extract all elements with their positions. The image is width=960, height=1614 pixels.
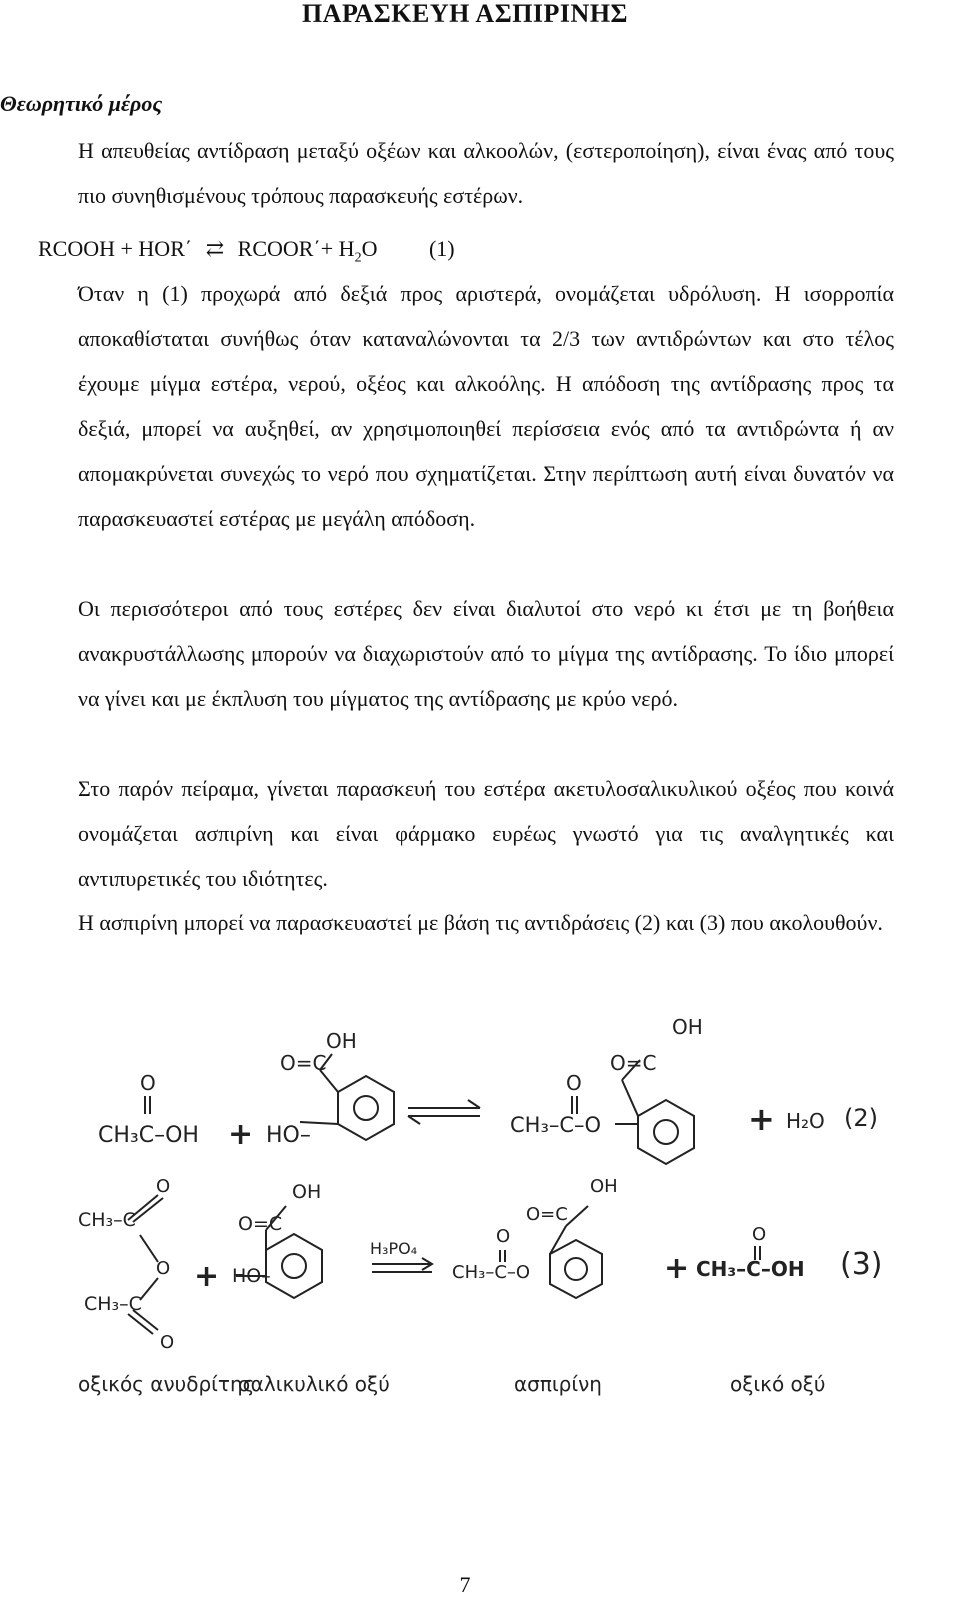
label-acetic-acid: οξικό οξύ	[730, 1372, 826, 1396]
reaction-number-2: (2)	[844, 1104, 878, 1132]
acetic-acid-formula: CH₃C–OH	[98, 1123, 199, 1148]
anhydride-ch3-bottom: CH₃–C	[84, 1293, 142, 1315]
equation-arrow: ⇄	[205, 236, 225, 261]
equation-subscript: 2	[354, 250, 362, 266]
reaction-scheme-diagram	[70, 1010, 900, 1410]
benzene-ring-aspirin	[638, 1100, 694, 1164]
carboxyl-oc-2: O=C	[238, 1213, 283, 1235]
page-title: ΠΑΡΑΣΚΕΥΗ ΑΣΠΙΡΙΝΗΣ	[301, 0, 629, 28]
carboxyl-oh-aspirin-2: OH	[590, 1176, 618, 1197]
plus-sign-3: +	[194, 1259, 220, 1294]
plus-sign-2: +	[748, 1100, 775, 1138]
water-formula: H₂O	[786, 1109, 825, 1133]
equation-number: (1)	[428, 236, 455, 261]
aromatic-circle-2	[654, 1120, 678, 1144]
aromatic-circle	[354, 1096, 378, 1120]
paragraph-esters	[38, 586, 894, 721]
hydroxy-group-2: HO–	[232, 1265, 271, 1287]
paragraph-reactions	[38, 900, 894, 945]
aspirin-ester-group-2: CH₃–C–O	[452, 1262, 531, 1283]
paragraph-intro-text: Η απευθείας αντίδραση μεταξύ οξέων και αλκοολών, (εστεροποίηση), είναι ένας από τους πιο συνηθισμένους τρόπους παρασκευής εστέρων.	[78, 138, 894, 208]
atom-O: O	[140, 1071, 156, 1095]
atom-O-ester-2: O	[496, 1226, 511, 1247]
hydroxy-group: HO–	[266, 1123, 311, 1148]
atom-O-ester: O	[566, 1071, 582, 1095]
carboxyl-oc-aspirin: O=C	[610, 1051, 657, 1075]
paragraph-hydrolysis	[38, 271, 894, 541]
paragraph-esters-text: Οι περισσότεροι από τους εστέρες δεν είναι διαλυτοί στο νερό κι έτσι με τη βοήθεια ανακρυστάλλωσης μπορούν να διαχωριστούν από το μίγμα της αντίδρασης. Το ίδιο μπορεί να γίνει και με έκπλυση του μίγματος της αντίδρασης με κρύο νερό.	[78, 596, 894, 711]
aspirin-ester-group: CH₃–C–O	[510, 1113, 602, 1137]
label-aspirin: ασπιρίνη	[514, 1372, 602, 1396]
benzene-ring-aspirin-2	[550, 1240, 602, 1298]
label-acetic-anhydride: οξικός ανυδρίτης	[78, 1372, 255, 1396]
reaction-number-3: (3)	[840, 1247, 883, 1282]
anhydride-ch3-top: CH₃–C	[78, 1209, 136, 1231]
equation-right-suffix: O	[361, 236, 378, 261]
paragraph-reactions-text: Η ασπιρίνη μπορεί να παρασκευαστεί με βάση τις αντιδράσεις (2) και (3) που ακολουθούν.	[78, 910, 883, 935]
paragraph-hydrolysis-text: Όταν η (1) προχωρά από δεξιά προς αριστερά, ονομάζεται υδρόλυση. Η ισορροπία αποκαθίσταται συνήθως όταν καταναλώνονται τα 2/3 των αντιδρώντων και στο τέλος έχουμε μίγμα εστέρα, νερού, οξέος και αλκοόλης. Η απόδοση της αντίδρασης προς τα δεξιά, μπορεί να αυξηθεί, αν χρησιμοποιηθεί περίσσεια ενός από τα αντιδρώντα ή αν απομακρύνεται συνεχώς το νερό που σχηματίζεται. Στην περίπτωση αυτή είναι δυνατόν να παρασκευαστεί εστέρας με μεγάλη απόδοση.	[78, 281, 894, 531]
carboxyl-oc: O=C	[280, 1051, 327, 1075]
benzene-ring-salicylic-acid-2	[266, 1234, 322, 1298]
carboxyl-oh: OH	[326, 1029, 357, 1053]
acetic-acid-formula-2: CH₃–C–OH	[696, 1257, 805, 1281]
compound-labels	[78, 1372, 838, 1402]
atom-O-acetic: O	[752, 1224, 767, 1245]
paragraph-experiment-text: Στο παρόν πείραμα, γίνεται παρασκευή του εστέρα ακετυλοσαλικυλικού οξέος που κοινά ονομάζεται ασπιρίνη και είναι φάρμακο ευρέως γνωστό για τις αναλγητικές και αντιπυρετικές του ιδιότητες.	[78, 776, 894, 891]
aromatic-circle-4	[565, 1258, 587, 1280]
catalyst-label: H₃PO₄	[370, 1239, 418, 1258]
benzene-ring-salicylic-acid	[338, 1076, 394, 1140]
plus-sign: +	[228, 1117, 254, 1152]
anhydride-O-bridge: O	[156, 1258, 171, 1279]
page-number: 7	[459, 1572, 471, 1597]
paragraph-experiment	[38, 766, 894, 901]
plus-sign-4: +	[664, 1251, 690, 1286]
anhydride-O-top: O	[156, 1176, 171, 1197]
carboxyl-oh-aspirin: OH	[672, 1015, 703, 1039]
equation-right: RCOOR΄+ H	[237, 236, 355, 261]
carboxyl-oc-aspirin-2: O=C	[526, 1204, 568, 1225]
section-heading: Θεωρητικό μέρος	[0, 91, 163, 116]
paragraph-intro	[38, 128, 894, 218]
aromatic-circle-3	[282, 1254, 306, 1278]
equation-left: RCOOH + HOR΄	[38, 236, 193, 261]
label-salicylic-acid: σαλικυλικό οξύ	[238, 1372, 390, 1396]
carboxyl-oh-2: OH	[292, 1181, 322, 1203]
anhydride-O-bottom: O	[160, 1332, 175, 1353]
